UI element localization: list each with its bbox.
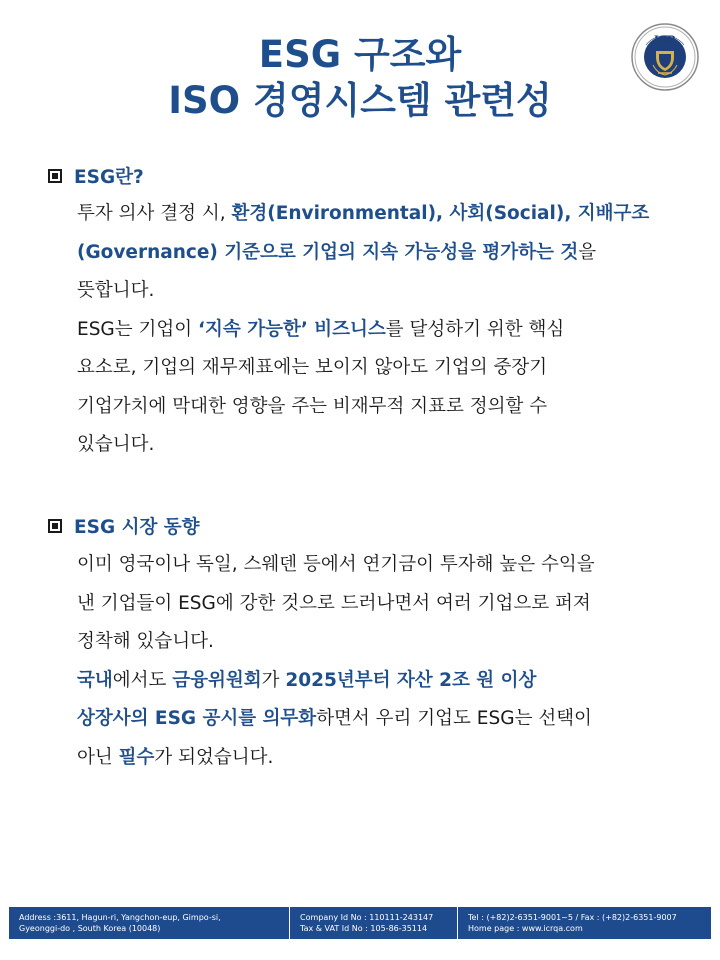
highlight-text: 2025년부터 자산 2조 원 이상 [285,669,537,691]
esg-definition-paragraph [77,195,707,465]
footer-homepage-link[interactable]: Home page : www.icrqa.com [468,924,583,933]
highlight-text: 상장사의 ESG 공시를 의무화 [77,708,317,729]
text-run: 하면서 우리 기업도 ESG는 선택이 [316,708,592,729]
text-line: 있습니다. [77,434,155,455]
text-run: 가 [261,669,286,691]
footer-address [9,907,289,939]
text-line: 요소로, 기업의 재무제표에는 보이지 않아도 기업의 중장기 [77,357,548,378]
highlight-text: 국내 [77,669,113,691]
footer-phone-fax: Tel : (+82)2-6351-9001~5 / Fax : (+82)2-6351-9007 [468,913,677,922]
text-line [77,311,707,350]
square-bullet-icon [48,169,62,183]
text-line: 낸 기업들이 ESG에 강한 것으로 드러나면서 여러 기업으로 퍼져 [77,592,591,614]
footer-contact [457,907,711,939]
footer-company-id: Company Id No : 110111-243147 [300,913,434,922]
footer-bar [9,907,711,939]
highlight-text: (Governance) 기준으로 기업의 지속 가능성을 평가하는 것 [77,241,579,263]
footer-company-ids [289,907,457,939]
text-line: 뜻합니다. [77,280,155,301]
highlight-text: 금융위원회 [172,669,262,691]
section-heading-text: ESG란? [74,167,144,188]
text-run: 을 [578,241,597,263]
section-heading-text: ESG 시장 동향 [74,517,200,538]
text-line [77,195,707,234]
logo-text: ICR [653,32,677,46]
text-run: 를 달성하기 위한 핵심 [385,318,565,340]
text-run: 에서도 [112,669,173,691]
text-line: 기업가치에 막대한 영향을 주는 비재무적 지표로 정의할 수 [77,395,548,417]
page-title-line-2: ISO 경영시스템 관련성 [168,79,552,122]
page-title-line-1: ESG 구조와 [258,33,462,76]
icr-logo [631,23,699,91]
footer-address-line-1: Address :3611, Hagun-ri, Yangchon-eup, Gimpo-si, [19,913,221,922]
highlight-text: ‘지속 가능한’ 비즈니스 [198,318,386,340]
text-line: 정착해 있습니다. [77,631,214,652]
footer-tax-id: Tax & VAT Id No : 105-86-35114 [300,924,428,933]
text-line [77,234,707,273]
text-run: 아닌 [77,746,119,768]
text-run: 투자 의사 결정 시, [77,203,232,224]
footer-address-line-2: Gyeonggi-do , South Korea (10048) [19,924,161,933]
text-line [77,662,707,701]
square-bullet-icon [48,519,62,533]
esg-market-paragraph [77,546,707,777]
text-run: 가 되었습니다. [154,746,274,768]
highlight-text: 필수 [118,746,155,768]
text-run: ESG는 기업이 [77,318,199,340]
section-heading-esg-market [48,513,200,539]
section-heading-esg-definition [48,163,144,189]
highlight-text: 환경(Environmental), 사회(Social), 지배구조 [231,203,650,224]
text-line [77,739,707,778]
text-line [77,700,707,739]
text-line: 이미 영국이나 독일, 스웨덴 등에서 연기금이 투자해 높은 수익을 [77,554,595,575]
